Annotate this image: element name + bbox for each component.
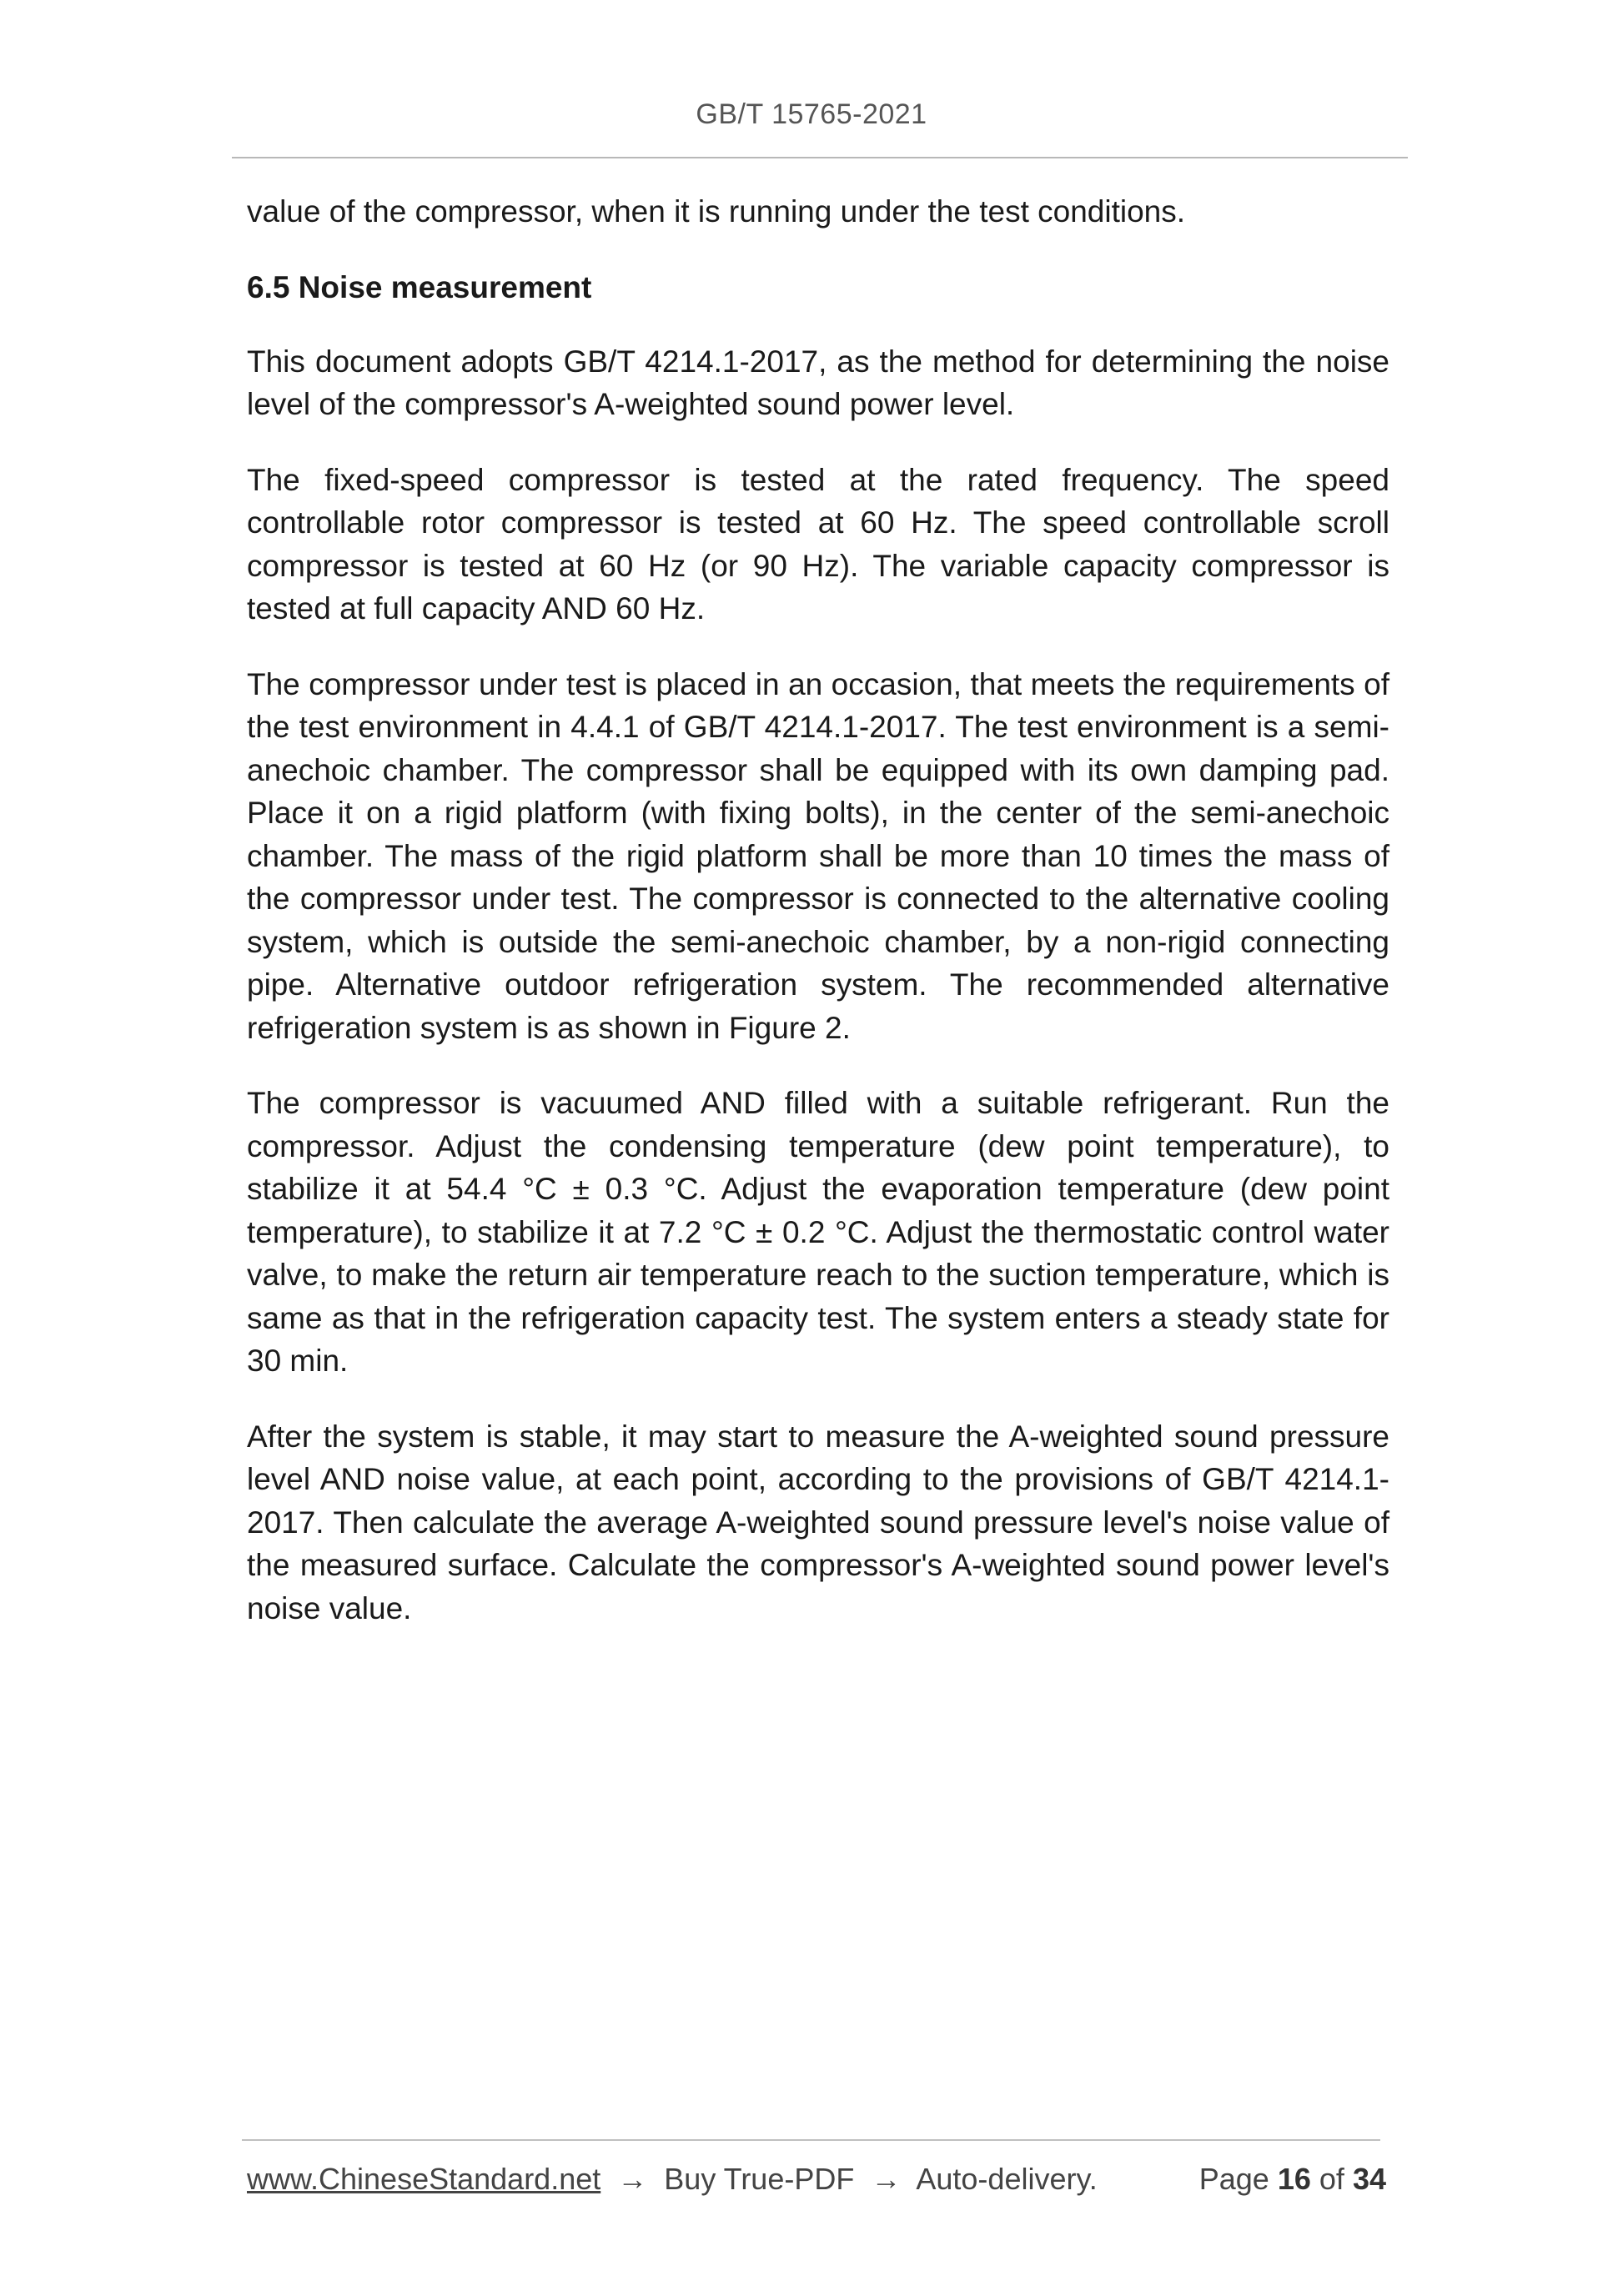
buy-text: Buy True-PDF: [664, 2162, 855, 2196]
paragraph-test-frequency: The fixed-speed compressor is tested at the rated frequency. The speed controllable rotor compressor is tested at 60 Hz. The speed controllable scroll compressor is tested at 60 Hz (or 90 Hz). The variable capacity compressor is tested at full capacity AND 60 Hz.: [247, 462, 1389, 625]
page-current: 16: [1277, 2162, 1311, 2196]
paragraph-operating-conditions: The compressor is vacuumed AND filled with a suitable refrigerant. Run the compressor. Adjust the condensing temperature (dew point temperature), to stabilize it at 54.4 °C ± 0.3 °C. Adjust the evaporation temperature (dew point temperature), to stabilize it at 7.2 °C ± 0.2 °C. Adjust the thermostatic control water valve, to make the return air temperature reach to the suction temperature, which is same as that in the refrigeration capacity test. The system enters a steady state for 30 min.: [247, 1086, 1389, 1378]
footer-promo: [247, 2162, 1098, 2197]
page-label: Page: [1198, 2162, 1269, 2196]
document-header-id: GB/T 15765-2021: [696, 98, 927, 130]
continuation-paragraph: value of the compressor, when it is running under the test conditions.: [247, 194, 1186, 229]
paragraph-measurement-procedure: After the system is stable, it may start to measure the A-weighted sound pressure level AND noise value, at each point, according to the provisions of GB/T 4214.1-2017. Then calculate the average A-weighted sound pressure level's noise value of the measured surface. Calculate the compressor's A-weighted sound power level's noise value.: [247, 1419, 1389, 1625]
site-link[interactable]: www.ChineseStandard.net: [247, 2162, 601, 2196]
page-total: 34: [1352, 2162, 1386, 2196]
page-footer: [247, 2162, 1386, 2197]
page-body: [247, 190, 1389, 1662]
header-divider: [232, 157, 1408, 158]
arrow-right-icon: →: [617, 2162, 648, 2196]
of-label: of: [1319, 2162, 1344, 2196]
paragraph-test-environment: The compressor under test is placed in an occasion, that meets the requirements of the test environment in 4.4.1 of GB/T 4214.1-2017. The test environment is a semi-anechoic chamber. The compressor shall be equipped with its own damping pad. Place it on a rigid platform (with fixing bolts), in the center of the semi-anechoic chamber. The mass of the rigid platform shall be more than 10 times the mass of the compressor under test. The compressor is connected to the alternative cooling system, which is outside the semi-anechoic chamber, by a non-rigid connecting pipe. Alternative outdoor refrigeration system. The recommended alternative refrigeration system is as shown in Figure 2.: [247, 666, 1389, 1045]
footer-divider: [242, 2139, 1380, 2141]
section-title: 6.5 Noise measurement: [247, 269, 592, 304]
arrow-right-icon: →: [871, 2162, 902, 2196]
delivery-text: Auto-delivery.: [916, 2162, 1098, 2196]
paragraph-method: This document adopts GB/T 4214.1-2017, as the method for determining the noise level of the compressor's A-weighted sound power level.: [247, 344, 1389, 421]
page-number: [1199, 2162, 1386, 2197]
